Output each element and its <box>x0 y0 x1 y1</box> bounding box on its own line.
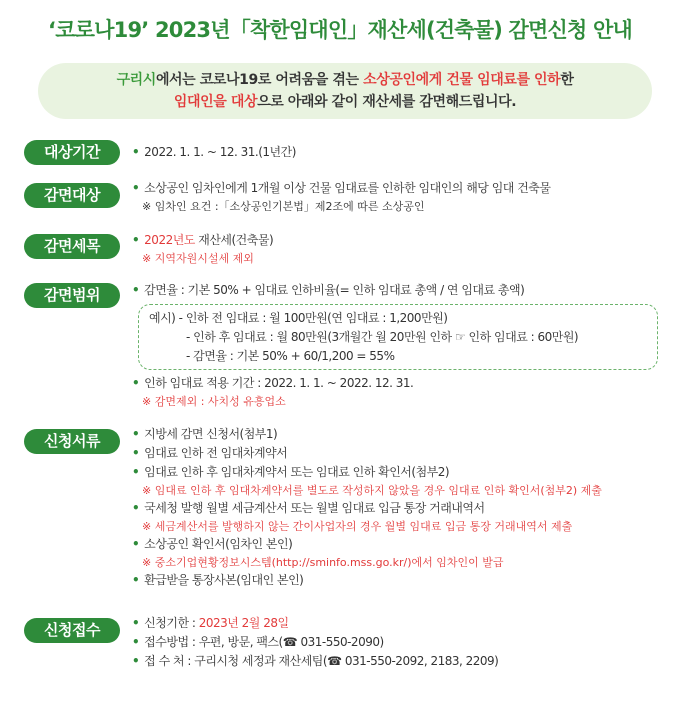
section-badge-target: 감면대상 <box>24 183 120 208</box>
intro-text-c: 한 <box>560 72 574 88</box>
section-badge-submission: 신청접수 <box>24 618 120 643</box>
deadline-line <box>132 614 664 633</box>
intro-text-rest: 으로 아래와 같이 재산세를 감면해드립니다. <box>257 94 517 110</box>
deadline-label: 신청기한 : <box>144 616 199 630</box>
scope-example-box <box>138 304 658 370</box>
intro-highlight-b: 소상공인에게 건물 임대료를 인하 <box>363 72 561 88</box>
deadline-date: 2023년 2월 28일 <box>198 616 289 630</box>
intro-line-2 <box>38 91 652 113</box>
tax-item-note: ※ 지역자원시설세 제외 <box>142 252 254 265</box>
tax-item-text: 재산세(건축물) <box>194 233 274 247</box>
doc-note: ※ 중소기업현황정보시스템(http://sminfo.mss.go.kr/)에서 임차인이 발급 <box>142 556 504 569</box>
scope-exclusion-note: ※ 감면제외 : 사치성 유흥업소 <box>142 395 286 408</box>
scope-rate-line: • 감면율 : 기본 50% + 임대료 인하비율(= 인하 임대료 총액 / 연 임대료 총액) <box>132 281 664 300</box>
intro-banner <box>38 63 652 119</box>
period-line: • 2022. 1. 1. ~ 12. 31.(1년간) <box>132 143 664 162</box>
doc-item: • 국세청 발행 월별 세금계산서 또는 월별 임대료 입금 통장 거래내역서 <box>132 499 664 518</box>
section-badge-period: 대상기간 <box>24 140 120 165</box>
target-note: ※ 임차인 요건 :「소상공인기본법」제2조에 따른 소상공인 <box>142 200 425 213</box>
section-badge-scope: 감면범위 <box>24 283 120 308</box>
intro-highlight-target: 임대인을 대상 <box>173 94 258 110</box>
example-line-1: 예시) - 인하 전 임대료 : 월 100만원(연 임대료 : 1,200만원) <box>149 311 448 325</box>
place-line: • 접 수 처 : 구리시청 세정과 재산세팀(☎ 031-550-2092, 2183, 2209) <box>132 652 664 671</box>
intro-text-a: 에서는 코로나19로 어려움을 겪는 <box>155 72 364 88</box>
doc-item: • 임대료 인하 전 임대차계약서 <box>132 444 664 463</box>
example-line-2: - 인하 후 임대료 : 월 80만원(3개월간 월 20만원 인하 ☞ 인하 임대료 : 60만원) <box>186 330 579 344</box>
section-badge-documents: 신청서류 <box>24 429 120 454</box>
target-line: • 소상공인 임차인에게 1개월 이상 건물 임대료를 인하한 임대인의 해당 임대 건축물 <box>132 179 664 198</box>
page-title: ‘코로나19’ 2023년「착한임대인」재산세(건축물) 감면신청 안내 <box>48 18 632 42</box>
intro-line-1 <box>38 69 652 91</box>
doc-item: • 소상공인 확인서(임차인 본인) <box>132 535 664 554</box>
doc-note: ※ 임대료 인하 후 임대차계약서를 별도로 작성하지 않았을 경우 임대료 인하 확인서(첨부2) 제출 <box>142 484 602 497</box>
example-line-3: - 감면율 : 기본 50% + 60/1,200 = 55% <box>186 349 395 363</box>
doc-item: • 환급받을 통장사본(임대인 본인) <box>132 571 664 590</box>
doc-note: ※ 세금계산서를 발행하지 않는 간이사업자의 경우 월별 임대료 입금 통장 거래내역서 제출 <box>142 520 573 533</box>
intro-city: 구리시 <box>116 72 156 88</box>
scope-period-line: • 인하 임대료 적용 기간 : 2022. 1. 1. ~ 2022. 12. 31. <box>132 374 664 393</box>
tax-year: 2022년도 <box>144 233 195 247</box>
doc-item: • 임대료 인하 후 임대차계약서 또는 임대료 인하 확인서(첨부2) <box>132 463 664 482</box>
section-badge-tax-item: 감면세목 <box>24 234 120 259</box>
tax-item-line <box>132 231 664 250</box>
method-line: • 접수방법 : 우편, 방문, 팩스(☎ 031-550-2090) <box>132 633 664 652</box>
doc-item: • 지방세 감면 신청서(첨부1) <box>132 425 664 444</box>
